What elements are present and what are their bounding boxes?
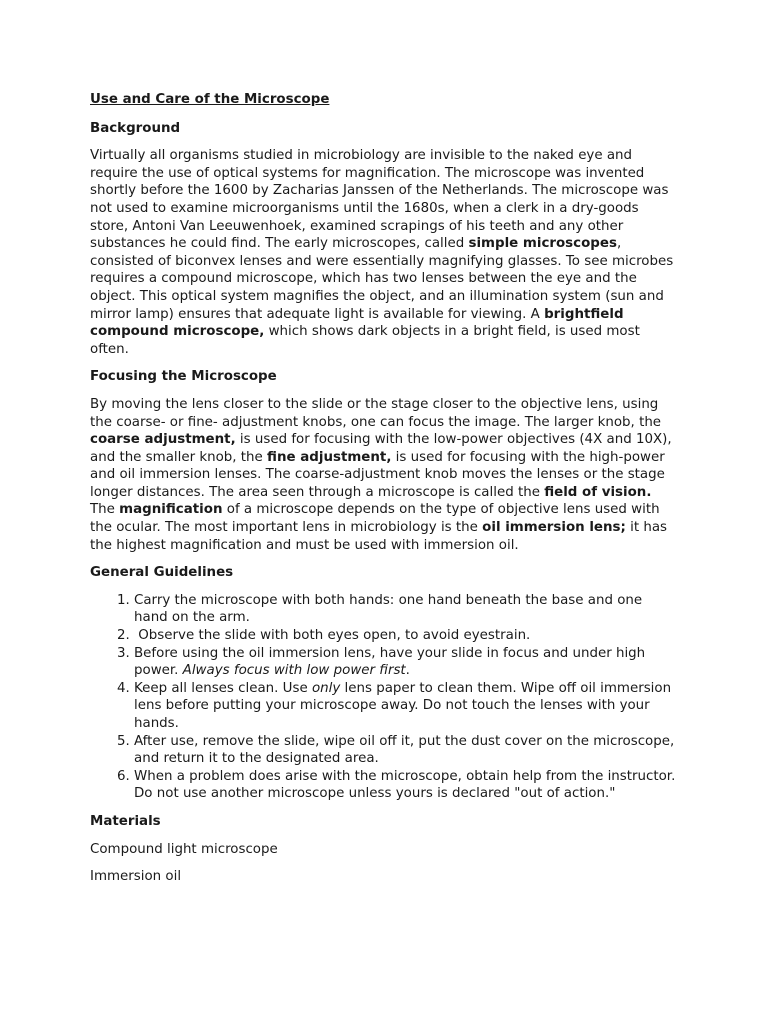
focusing-heading: Focusing the Microscope [90, 369, 277, 385]
guideline-item [134, 645, 680, 680]
guideline-5-text: After use, remove the slide, wipe oil off it, put the dust cover on the microscope, and return it to the designated area. [134, 733, 675, 767]
guideline-item [134, 680, 680, 733]
guideline-4-text-2: lens paper to clean them. Wipe off oil immersion lens before putting your microscope away. Do not touch the lenses with your hands. [134, 680, 672, 731]
background-text-1: Virtually all organisms studied in microbiology are invisible to the naked eye and require the use of optical systems for magnification. The microscope was invented shortly before the 1600 by Zacharias Janssen of the Netherlands. The microscope was not used to examine microorganisms until the 1680s, when a clerk in a dry-goods store, Antoni Van Leeuwenhoek, examined scrapings of his teeth and any other substances he could find. The early microscopes, called [90, 148, 669, 252]
materials-heading: Materials [90, 813, 161, 829]
term-simple-microscopes: simple microscopes [468, 236, 617, 252]
guideline-1-text: Carry the microscope with both hands: one hand beneath the base and one hand on the arm. [134, 592, 643, 626]
term-coarse-adjustment: coarse adjustment, [90, 432, 236, 448]
guideline-4-text-1: Keep all lenses clean. Use [134, 680, 312, 696]
guideline-item [134, 627, 680, 645]
guideline-3-text: Before using the oil immersion lens, have your slide in focus and under high power. [134, 645, 646, 679]
term-fine-adjustment: fine adjustment, [267, 449, 392, 465]
background-text-2: , consisted of biconvex lenses and were essentially magnifying glasses. To see microbes requires a compound microscope, which has two lenses between the eye and the object. This optical system magnifies the object, and an illumination system (sun and mirror lamp) ensures that adequate light is available for viewing. A [90, 236, 674, 322]
focusing-text-2: is used for focusing with the low-power objectives (4X and 10X), and the smaller knob, the [90, 432, 672, 465]
focusing-text-3: is used for focusing with the high-power and oil immersion lenses. The coarse-adjustment knob moves the lenses or the stage longer distances. The area seen through a microscope is called the [90, 449, 665, 500]
term-magnification: magnification [119, 502, 223, 518]
guideline-3-end: . [405, 663, 410, 679]
guideline-6-text: When a problem does arise with the microscope, obtain help from the instructor. Do not use another microscope unless yours is declared "out of action." [134, 768, 676, 802]
focusing-paragraph [90, 396, 680, 554]
guideline-2-text: Observe the slide with both eyes open, to avoid eyestrain. [134, 628, 531, 644]
guideline-item [134, 768, 680, 803]
focusing-text-5: of a microscope depends on the type of objective lens used with the ocular. The most important lens in microbiology is the [90, 502, 660, 536]
background-heading: Background [90, 120, 181, 136]
focusing-text-4: The [90, 502, 120, 518]
materials-item: Compound light microscope [90, 841, 278, 857]
term-field-of-vision: field of vision. [544, 484, 652, 500]
guideline-item [134, 733, 680, 768]
focusing-text-1: By moving the lens closer to the slide or the stage closer to the objective lens, using the coarse- or fine- adjustment knobs, one can focus the image. The larger knob, the [90, 396, 662, 430]
guideline-4-emphasis: only [311, 680, 341, 696]
focusing-text-6: it has the highest magnification and must be used with immersion oil. [90, 520, 668, 553]
guidelines-heading: General Guidelines [90, 565, 234, 581]
term-oil-immersion-lens: oil immersion lens; [482, 520, 626, 536]
materials-item: Immersion oil [90, 869, 182, 885]
guideline-3-emphasis: Always focus with low power first [182, 663, 406, 679]
background-paragraph [90, 147, 680, 358]
background-text-3: which shows dark objects in a bright field, is used most often. [90, 324, 640, 357]
page-title: Use and Care of the Microscope [90, 92, 330, 107]
document-page [90, 91, 680, 896]
term-brightfield-microscope: brightfield compound microscope, [90, 306, 624, 340]
guideline-item [134, 592, 680, 627]
guidelines-list [90, 592, 680, 803]
